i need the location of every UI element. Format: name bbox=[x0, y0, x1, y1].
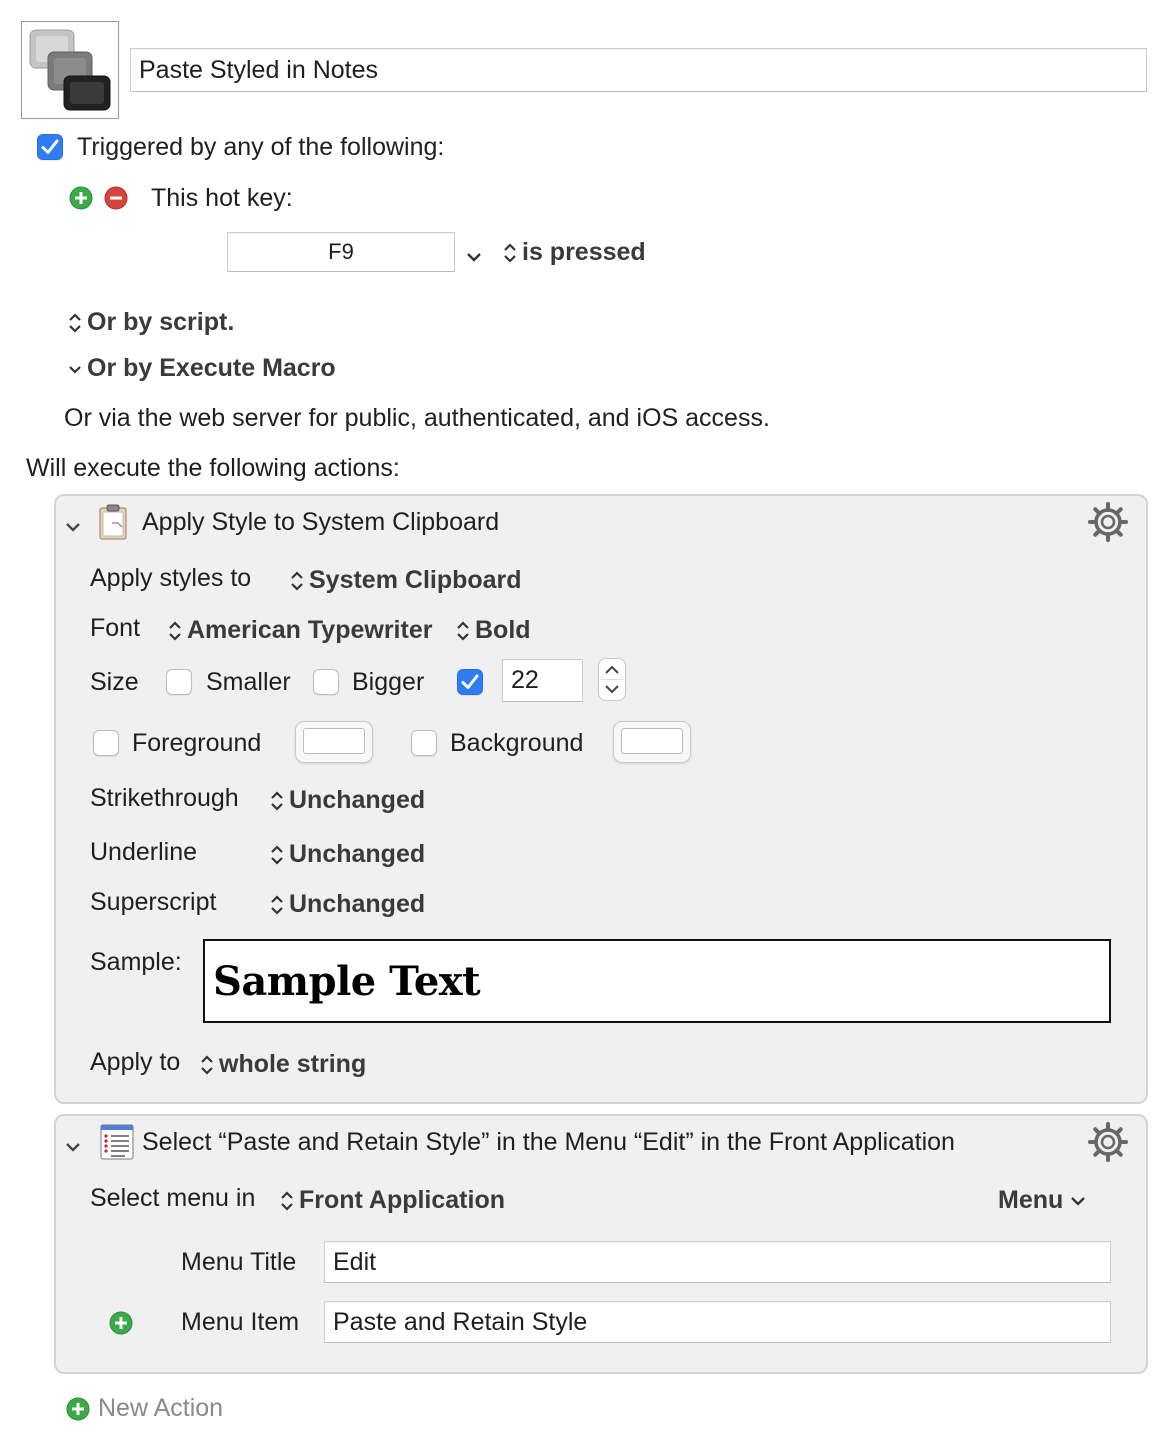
chevron-down-icon bbox=[67, 357, 83, 381]
hotkey-state-value: is pressed bbox=[522, 238, 646, 266]
chevron-down-icon bbox=[1069, 1192, 1087, 1210]
stepper-icon bbox=[269, 843, 285, 867]
remove-trigger-icon[interactable] bbox=[104, 186, 128, 210]
size-checkbox[interactable] bbox=[457, 669, 483, 695]
foreground-color-well[interactable] bbox=[295, 721, 373, 763]
size-value: 22 bbox=[511, 666, 539, 694]
stepper-icon bbox=[167, 619, 183, 643]
select-menu-label: Select menu in bbox=[90, 1184, 256, 1212]
action1-title: Apply Style to System Clipboard bbox=[142, 508, 500, 536]
underline-popup[interactable] bbox=[269, 840, 425, 869]
macro-name-value: Paste Styled in Notes bbox=[139, 55, 379, 84]
action2-title: Select “Paste and Retain Style” in the Menu “Edit” in the Front Application bbox=[142, 1128, 955, 1156]
underline-value: Unchanged bbox=[289, 840, 426, 868]
sample-text: Sample Text bbox=[213, 957, 481, 1005]
triggered-checkbox[interactable] bbox=[37, 134, 63, 160]
underline-label: Underline bbox=[90, 838, 198, 866]
select-menu-value: Front Application bbox=[299, 1186, 505, 1214]
or-by-script-popup[interactable] bbox=[67, 308, 234, 337]
strikethrough-label: Strikethrough bbox=[90, 784, 239, 812]
menu-item-value: Paste and Retain Style bbox=[333, 1307, 588, 1336]
menu-title-field[interactable] bbox=[324, 1241, 1111, 1283]
action1-gear-icon[interactable] bbox=[1088, 502, 1128, 542]
foreground-checkbox[interactable] bbox=[93, 730, 119, 756]
font-family-popup[interactable] bbox=[167, 616, 432, 645]
superscript-label: Superscript bbox=[90, 888, 217, 916]
add-menu-item-icon[interactable] bbox=[109, 1311, 133, 1335]
font-style-value: Bold bbox=[475, 616, 531, 644]
hotkey-chevron-down-icon[interactable] bbox=[465, 244, 483, 262]
stepper-icon bbox=[67, 311, 83, 335]
apply-to-popup[interactable] bbox=[199, 1050, 366, 1079]
strikethrough-popup[interactable] bbox=[269, 786, 425, 815]
stepper-icon bbox=[269, 789, 285, 813]
superscript-popup[interactable] bbox=[269, 890, 425, 919]
action1-collapse-icon[interactable] bbox=[64, 514, 82, 532]
background-color-well[interactable] bbox=[613, 721, 691, 763]
bigger-checkbox[interactable] bbox=[313, 669, 339, 695]
add-icon bbox=[66, 1397, 90, 1421]
menu-item-field[interactable] bbox=[324, 1301, 1111, 1343]
checkmark-icon bbox=[38, 135, 62, 159]
menu-title-value: Edit bbox=[333, 1247, 377, 1276]
size-input[interactable] bbox=[502, 659, 583, 702]
superscript-value: Unchanged bbox=[289, 890, 426, 918]
smaller-checkbox[interactable] bbox=[166, 669, 192, 695]
action2-gear-icon[interactable] bbox=[1088, 1122, 1128, 1162]
strikethrough-value: Unchanged bbox=[289, 786, 426, 814]
stepper-icon bbox=[289, 569, 305, 593]
hotkey-state-popup[interactable] bbox=[502, 238, 646, 267]
foreground-label: Foreground bbox=[132, 729, 262, 757]
or-by-execute-macro-disclosure[interactable] bbox=[67, 354, 336, 383]
trigger-heading: Triggered by any of the following: bbox=[77, 133, 445, 161]
menu-title-label: Menu Title bbox=[181, 1248, 297, 1276]
apply-styles-label: Apply styles to bbox=[90, 564, 252, 592]
action2-collapse-icon[interactable] bbox=[64, 1134, 82, 1152]
background-label: Background bbox=[450, 729, 584, 757]
apply-to-label: Apply to bbox=[90, 1048, 181, 1076]
menu-dropdown[interactable] bbox=[998, 1186, 1087, 1215]
or-by-execute-macro-label: Or by Execute Macro bbox=[87, 354, 336, 382]
font-family-value: American Typewriter bbox=[187, 616, 433, 644]
or-by-script-label: Or by script. bbox=[87, 308, 235, 336]
stepper-icon bbox=[455, 619, 471, 643]
bigger-label: Bigger bbox=[352, 668, 425, 696]
stepper-icon bbox=[199, 1053, 215, 1077]
hotkey-field[interactable] bbox=[227, 232, 455, 272]
hotkey-label: This hot key: bbox=[151, 184, 293, 212]
font-label: Font bbox=[90, 614, 141, 642]
new-action-button[interactable] bbox=[66, 1394, 223, 1423]
stepper-icon bbox=[502, 241, 518, 265]
font-style-popup[interactable] bbox=[455, 616, 531, 645]
select-menu-popup[interactable] bbox=[279, 1186, 505, 1215]
apply-styles-popup[interactable] bbox=[289, 566, 522, 595]
size-stepper-icon[interactable] bbox=[598, 658, 626, 701]
menu-dropdown-label: Menu bbox=[998, 1186, 1064, 1214]
macro-name-field[interactable] bbox=[130, 48, 1147, 92]
sample-preview-box bbox=[203, 939, 1111, 1023]
actions-heading: Will execute the following actions: bbox=[26, 454, 400, 482]
apply-styles-value: System Clipboard bbox=[309, 566, 522, 594]
background-checkbox[interactable] bbox=[411, 730, 437, 756]
add-trigger-icon[interactable] bbox=[69, 186, 93, 210]
menu-item-label: Menu Item bbox=[181, 1308, 300, 1336]
menu-list-icon bbox=[99, 1123, 135, 1161]
checkmark-icon bbox=[458, 670, 482, 694]
clipboard-icon bbox=[98, 503, 130, 541]
stepper-icon bbox=[279, 1189, 295, 1213]
hotkey-value: F9 bbox=[328, 239, 354, 264]
apply-to-value: whole string bbox=[219, 1050, 367, 1078]
stepper-icon bbox=[269, 893, 285, 917]
smaller-label: Smaller bbox=[206, 668, 291, 696]
sample-label: Sample: bbox=[90, 948, 182, 976]
web-server-text: Or via the web server for public, authenticated, and iOS access. bbox=[64, 404, 770, 432]
new-action-label: New Action bbox=[98, 1394, 224, 1422]
macro-icon[interactable] bbox=[21, 21, 119, 119]
size-label: Size bbox=[90, 668, 139, 696]
